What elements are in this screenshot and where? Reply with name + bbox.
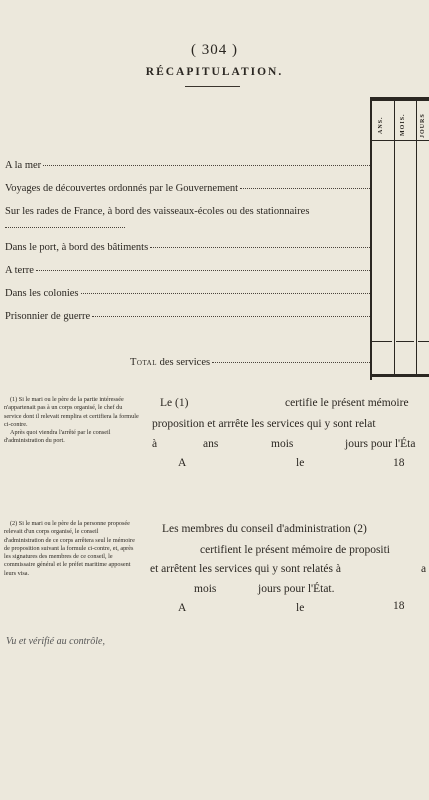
row-label: Prisonnier de guerre	[5, 311, 91, 322]
cert1-text: 18	[393, 457, 405, 469]
row-label: Voyages de découvertes ordonnés par le Gouvernement	[5, 183, 239, 194]
leader-dots	[150, 247, 370, 248]
footnote-1	[4, 396, 139, 446]
total-rule	[418, 341, 429, 342]
cert2-text: le	[296, 602, 305, 614]
cert2-text: certifient le présent mémoire de propositi	[200, 544, 391, 556]
column-header-jours: JOURS	[420, 113, 426, 138]
leader-dots	[240, 188, 370, 189]
cert2-text: Les membres du conseil d'administration (2)	[162, 523, 367, 535]
leader-dots	[43, 165, 370, 166]
total-rule	[396, 341, 414, 342]
cert1-text: mois	[271, 438, 294, 450]
page-number: ( 304 )	[191, 42, 238, 58]
leader-dots	[81, 293, 371, 294]
footnote-text: (2) Si le mari ou le père de la personne proposée relevait d'un corps organisé, le conseil d'administration de ce corps arrêtera seul le mémoire de proposition suivant la formule ci-contre, et, après les signatures des membres de ce conseil, le commissaire général et le préfet maritime apposent leurs visa.	[4, 520, 135, 577]
footnote-text: (1) Si le mari ou le père de la partie intéressée n'appartenait pas à un corps organisé, le chef du service dont il relevait remplira et certifiera la formule ci-contre.	[4, 396, 139, 428]
table-row	[5, 242, 370, 253]
table-row	[5, 204, 370, 236]
footnote-2	[4, 520, 139, 578]
total-row	[130, 357, 370, 368]
table-row	[5, 183, 370, 194]
table-row	[5, 265, 370, 276]
row-label: A la mer	[5, 160, 42, 171]
column-divider	[394, 101, 395, 374]
cert1-text: jours pour l'Éta	[345, 438, 416, 450]
cert1-text: le	[296, 457, 305, 469]
title-rule	[185, 86, 240, 87]
cert1-text: certifie le présent mémoire	[285, 397, 409, 409]
table-row	[5, 311, 370, 322]
row-label: Dans le port, à bord des bâtiments	[5, 242, 149, 253]
row-label: Sur les rades de France, à bord des vaisseaux-écoles ou des stationnaires	[5, 206, 310, 217]
table-row	[5, 160, 370, 171]
leader-dots	[36, 270, 370, 271]
row-label: A terre	[5, 265, 34, 276]
table-top-rule	[370, 97, 429, 101]
footnote-text: Après quoi viendra l'arrêté par le conseil d'administration du port.	[4, 429, 111, 445]
page-title: RÉCAPITULATION.	[145, 66, 284, 78]
column-header-mois: MOIS.	[400, 113, 406, 136]
row-label: Dans les colonies	[5, 288, 79, 299]
verification-note: Vu et vérifié au contrôle,	[6, 636, 105, 647]
table-bottom-rule	[370, 374, 429, 377]
column-header-ans: ANS.	[378, 116, 384, 134]
cert2-text: et arrêtent les services qui y sont relatés à	[150, 563, 341, 575]
cert2-text: 18	[393, 600, 405, 612]
cert1-text: Le (1)	[160, 397, 189, 409]
leader-dots	[212, 362, 370, 363]
header-rule	[370, 140, 429, 141]
cert1-text: ans	[203, 438, 219, 450]
cert2-text: mois	[194, 583, 217, 595]
column-divider	[416, 101, 417, 374]
cert1-text: proposition et arrrête les services qui y sont relat	[152, 418, 376, 430]
cert2-text: a	[421, 563, 427, 575]
cert2-text: jours pour l'État.	[258, 583, 335, 595]
leader-dots	[92, 316, 370, 317]
cert1-text: à	[152, 438, 158, 450]
total-label: Total des services	[130, 357, 211, 368]
total-rule	[372, 341, 392, 342]
cert2-text: A	[178, 602, 187, 614]
leader-dots	[5, 227, 125, 228]
table-row	[5, 288, 370, 299]
cert1-text: A	[178, 457, 187, 469]
